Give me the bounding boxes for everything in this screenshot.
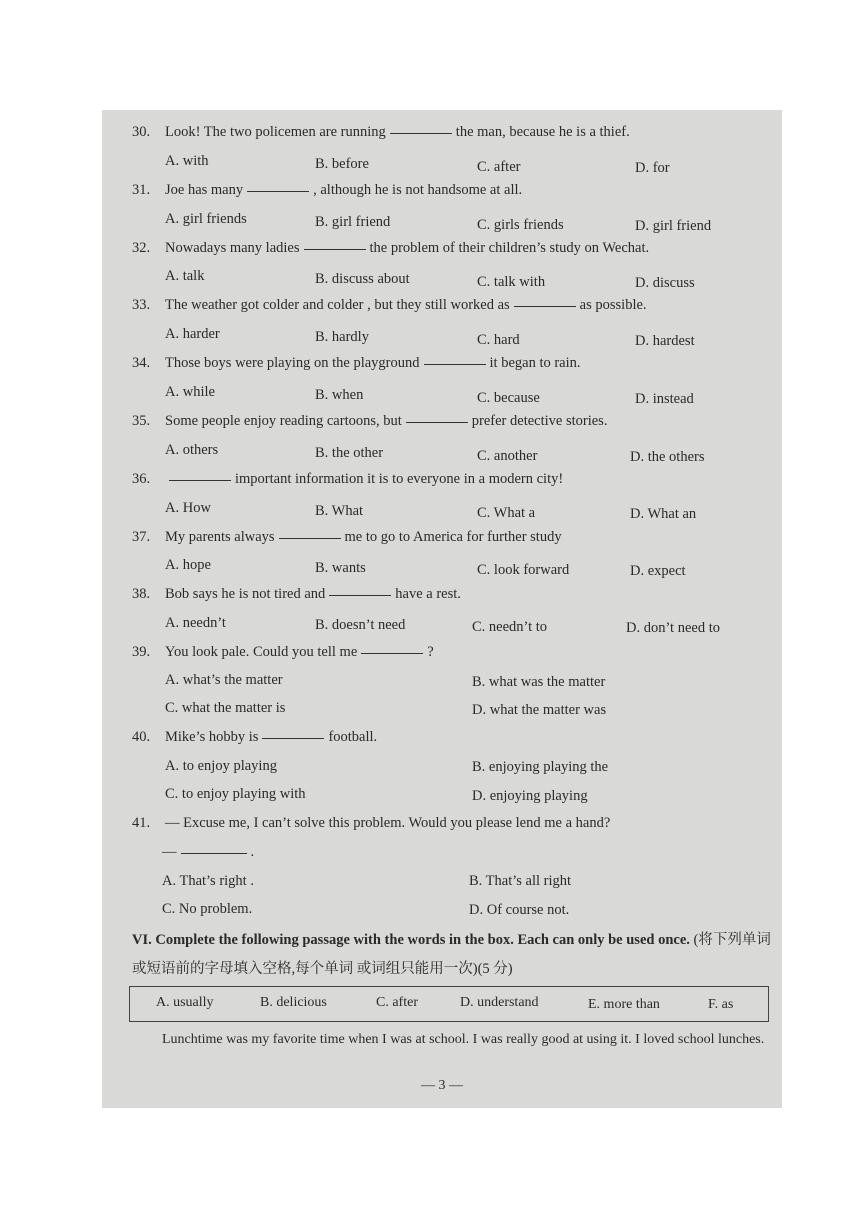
question-text: as possible. bbox=[579, 297, 647, 313]
option-a: A. harder bbox=[165, 326, 220, 342]
option-d: D. don’t need to bbox=[626, 620, 720, 636]
option-d: D. Of course not. bbox=[469, 902, 570, 918]
question-41 bbox=[132, 815, 762, 832]
question-text: Some people enjoy reading cartoons, but bbox=[165, 413, 402, 429]
word-option: F. as bbox=[708, 997, 734, 1012]
option-c: C. needn’t to bbox=[472, 619, 548, 635]
option-c: C. after bbox=[477, 159, 521, 175]
option-b: B. enjoying playing the bbox=[472, 759, 609, 775]
answer-blank[interactable] bbox=[304, 248, 366, 250]
question-37 bbox=[132, 529, 762, 546]
exam-page bbox=[102, 110, 782, 1108]
option-c: C. girls friends bbox=[477, 217, 564, 233]
option-b: B. hardly bbox=[315, 329, 369, 345]
answer-blank[interactable] bbox=[247, 190, 309, 192]
option-a: A. while bbox=[165, 384, 215, 400]
section-6-instructions bbox=[132, 926, 772, 984]
question-text: You look pale. Could you tell me bbox=[165, 644, 358, 660]
option-c: C. look forward bbox=[477, 562, 570, 578]
question-text: the problem of their children’s study on Wechat. bbox=[369, 240, 650, 256]
option-b: B. That’s all right bbox=[469, 873, 572, 889]
word-option: E. more than bbox=[588, 997, 660, 1012]
option-d: D. instead bbox=[635, 391, 694, 407]
q41-reply-line bbox=[162, 844, 254, 861]
option-d: D. discuss bbox=[635, 275, 695, 291]
option-d: D. hardest bbox=[635, 333, 695, 349]
question-number: 39. bbox=[132, 644, 151, 660]
question-number: 37. bbox=[132, 529, 151, 545]
question-30 bbox=[132, 124, 762, 141]
question-33 bbox=[132, 297, 762, 314]
question-text: — Excuse me, I can’t solve this problem. Would you please lend me a hand? bbox=[165, 815, 611, 831]
question-number: 31. bbox=[132, 182, 151, 198]
question-number: 33. bbox=[132, 297, 151, 313]
word-option: B. delicious bbox=[260, 995, 327, 1010]
answer-blank[interactable] bbox=[514, 305, 576, 307]
reply-dash: — bbox=[162, 844, 177, 860]
option-c: C. to enjoy playing with bbox=[165, 786, 306, 802]
option-a: A. hope bbox=[165, 557, 211, 573]
answer-blank[interactable] bbox=[329, 594, 391, 596]
question-text: Mike’s hobby is bbox=[165, 729, 259, 745]
question-text: important information it is to everyone in a modern city! bbox=[235, 471, 564, 487]
option-c: C. what the matter is bbox=[165, 700, 286, 716]
option-c: C. hard bbox=[477, 332, 520, 348]
question-number: 40. bbox=[132, 729, 151, 745]
answer-blank[interactable] bbox=[406, 421, 468, 423]
question-text: Joe has many bbox=[165, 182, 244, 198]
question-number: 30. bbox=[132, 124, 151, 140]
option-a: A. to enjoy playing bbox=[165, 758, 277, 774]
question-number: 34. bbox=[132, 355, 151, 371]
question-text: prefer detective stories. bbox=[471, 413, 608, 429]
question-38 bbox=[132, 586, 762, 603]
passage-text: Lunchtime was my favorite time when I was at school. I was really good at using it. I loved school lunches. bbox=[162, 1032, 765, 1047]
option-b: B. what was the matter bbox=[472, 674, 606, 690]
section-instruction: Complete the following passage with the words in the box. Each can only be used once. bbox=[155, 932, 690, 948]
section-label: VI. bbox=[132, 932, 152, 948]
answer-blank[interactable] bbox=[262, 737, 324, 739]
answer-blank[interactable] bbox=[181, 852, 247, 854]
option-d: D. the others bbox=[630, 449, 705, 465]
option-b: B. wants bbox=[315, 560, 366, 576]
question-text: Bob says he is not tired and bbox=[165, 586, 326, 602]
word-option: D. understand bbox=[460, 995, 539, 1010]
question-text: football. bbox=[328, 729, 378, 745]
page-number: — 3 — bbox=[421, 1078, 463, 1093]
option-d: D. What an bbox=[630, 506, 697, 522]
option-b: B. when bbox=[315, 387, 364, 403]
reply-end: . bbox=[250, 844, 255, 860]
option-b: B. the other bbox=[315, 445, 384, 461]
option-a: A. girl friends bbox=[165, 211, 247, 227]
question-34 bbox=[132, 355, 762, 372]
question-number: 36. bbox=[132, 471, 151, 487]
option-a: A. That’s right . bbox=[162, 873, 254, 889]
word-option: C. after bbox=[376, 995, 418, 1010]
question-31 bbox=[132, 182, 762, 199]
option-b: B. discuss about bbox=[315, 271, 410, 287]
option-d: D. expect bbox=[630, 563, 686, 579]
question-35 bbox=[132, 413, 762, 430]
question-text: it began to rain. bbox=[489, 355, 581, 371]
option-a: A. needn’t bbox=[165, 615, 226, 631]
option-b: B. What bbox=[315, 503, 364, 519]
option-b: B. before bbox=[315, 156, 369, 172]
question-number: 32. bbox=[132, 240, 151, 256]
question-text: The weather got colder and colder , but they still worked as bbox=[165, 297, 510, 313]
option-c: C. because bbox=[477, 390, 540, 406]
question-32 bbox=[132, 240, 762, 257]
word-box bbox=[129, 986, 769, 1022]
question-text: me to go to America for further study bbox=[344, 529, 562, 545]
option-c: C. No problem. bbox=[162, 901, 253, 917]
option-d: D. for bbox=[635, 160, 670, 176]
question-number: 38. bbox=[132, 586, 151, 602]
section-instruction-cn: (将下列单词或短语前的字母填入空格,每个单词 或词组只能用一次)(5 分) bbox=[132, 932, 771, 977]
option-a: A. How bbox=[165, 500, 211, 516]
question-39 bbox=[132, 644, 762, 661]
question-text: the man, because he is a thief. bbox=[455, 124, 630, 140]
question-text: My parents always bbox=[165, 529, 275, 545]
question-number: 35. bbox=[132, 413, 151, 429]
answer-blank[interactable] bbox=[169, 479, 231, 481]
option-d: D. what the matter was bbox=[472, 702, 607, 718]
answer-blank[interactable] bbox=[424, 363, 486, 365]
option-c: C. talk with bbox=[477, 274, 546, 290]
question-number: 41. bbox=[132, 815, 151, 831]
answer-blank[interactable] bbox=[279, 537, 341, 539]
question-text: have a rest. bbox=[395, 586, 461, 602]
question-text: Nowadays many ladies bbox=[165, 240, 300, 256]
answer-blank[interactable] bbox=[361, 652, 423, 654]
word-option: A. usually bbox=[156, 995, 214, 1010]
option-c: C. What a bbox=[477, 505, 536, 521]
option-a: A. what’s the matter bbox=[165, 672, 283, 688]
question-text: , although he is not handsome at all. bbox=[313, 182, 523, 198]
question-36 bbox=[132, 471, 762, 488]
option-d: D. enjoying playing bbox=[472, 788, 588, 804]
question-40 bbox=[132, 729, 762, 746]
option-d: D. girl friend bbox=[635, 218, 712, 234]
option-b: B. doesn’t need bbox=[315, 617, 406, 633]
option-b: B. girl friend bbox=[315, 214, 391, 230]
question-text: Those boys were playing on the playground bbox=[165, 355, 420, 371]
option-a: A. others bbox=[165, 442, 219, 458]
option-a: A. talk bbox=[165, 268, 205, 284]
answer-blank[interactable] bbox=[390, 132, 452, 134]
question-text: Look! The two policemen are running bbox=[165, 124, 386, 140]
option-c: C. another bbox=[477, 448, 538, 464]
question-text: ? bbox=[427, 644, 434, 660]
option-a: A. with bbox=[165, 153, 209, 169]
